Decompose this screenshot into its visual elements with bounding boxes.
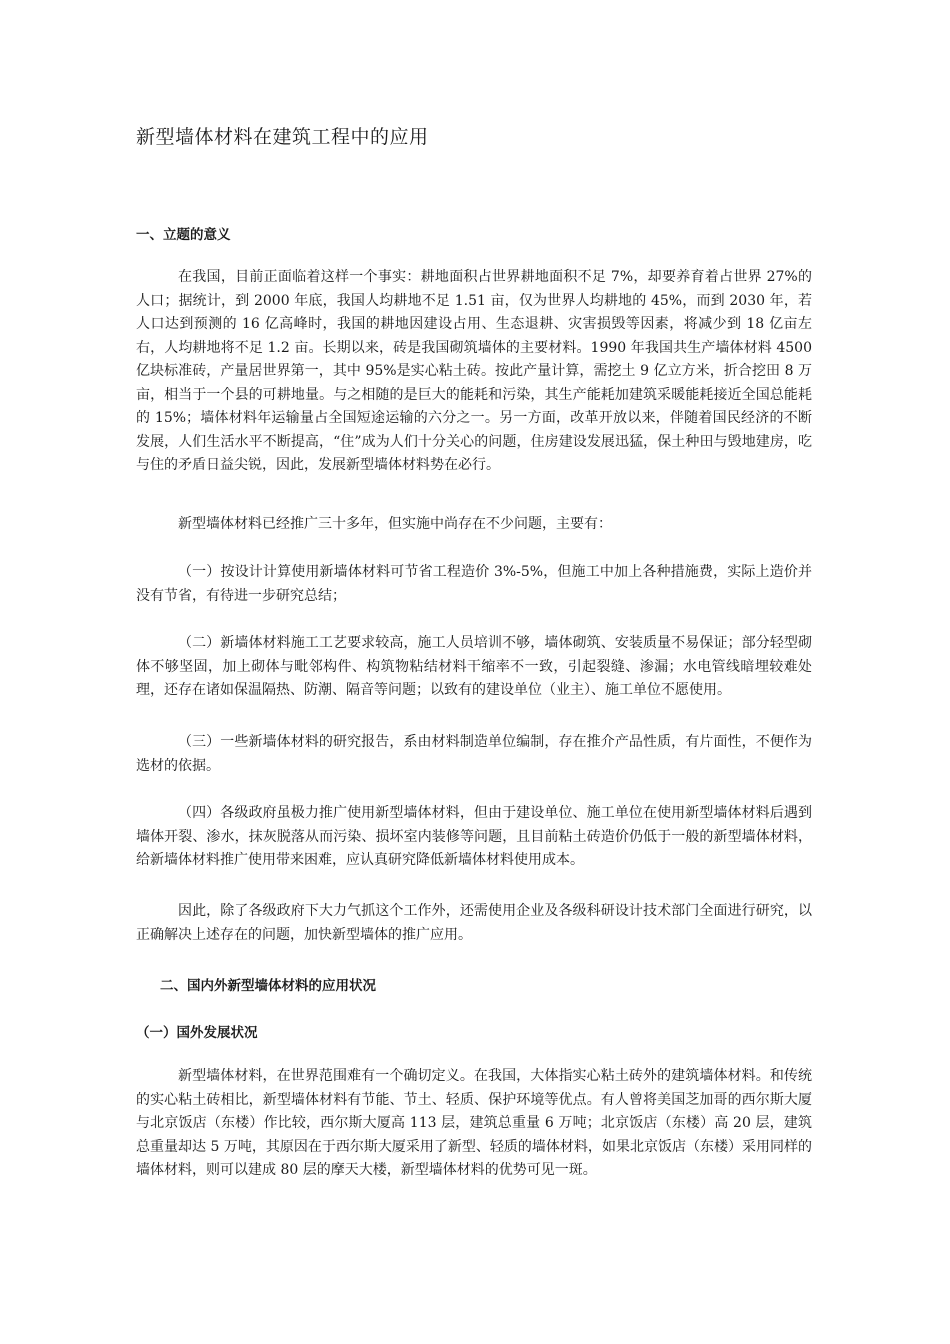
problem-item-3: （三）一些新墙体材料的研究报告，系由材料制造单位编制，存在推介产品性质，有片面性，不便作为选材的依据。 bbox=[136, 734, 812, 774]
section-2-paragraph-1: 新型墙体材料，在世界范围难有一个确切定义。在我国，大体指实心粘土砖外的建筑墙体材料。和传统的实心粘土砖相比，新型墙体材料有节能、节土、轻质、保护环境等优点。有人曾将美国芝加哥的西尔斯大厦与北京饭店（东楼）作比较，西尔斯大厦高 113 层，建筑总重量 6 万吨；北京饭店（东楼）高 20 层，建筑总重量却达 5 万吨，其原因在于西尔斯大厦采用了新型、轻质的墙体材料，如果北京饭店（东楼）采用同样的墙体材料，则可以建成 80 层的摩天大楼，新型墙体材料的优势可见一斑。 bbox=[136, 1068, 812, 1178]
problem-item-2: （二）新墙体材料施工工艺要求较高，施工人员培训不够，墙体砌筑、安装质量不易保证；部分轻型砌体不够坚固，加上砌体与毗邻构件、构筑物粘结材料干缩率不一致，引起裂缝、渗漏；水电管线暗埋较难处理，还存在诸如保温隔热、防潮、隔音等问题；以致有的建设单位（业主）、施工单位不愿使用。 bbox=[136, 635, 812, 698]
section-1-paragraph-1: 在我国，目前正面临着这样一个事实：耕地面积占世界耕地面积不足 7%，却要养育着占世界 27%的人口；据统计，到 2000 年底，我国人均耕地不足 1.51 亩，仅为世界人均耕地的 45%，而到 2030 年，若人口达到预测的 16 亿高峰时，我国的耕地因建设占用、生态退耕、灾害损毁等因素，将减少到 18 亿亩左右，人均耕地将不足 1.2 亩。长期以来，砖是我国砌筑墙体的主要材料。1990 年我国共生产墙体材料 4500 亿块标准砖，产量居世界第一，其中 95%是实心粘土砖。按此产量计算，需挖土 9 亿立方米，折合挖田 8 万亩，相当于一个县的可耕地量。与之相随的是巨大的能耗和污染，其生产能耗加建筑采暖能耗接近全国总能耗的 15%；墙体材料年运输量占全国短途运输的六分之一。另一方面，改革开放以来，伴随着国民经济的不断发展，人们生活水平不断提高，“住”成为人们十分关心的问题，住房建设发展迅猛，保土种田与毁地建房，吃与住的矛盾日益尖锐，因此，发展新型墙体材料势在必行。 bbox=[136, 269, 812, 473]
document-title: 新型墙体材料在建筑工程中的应用 bbox=[136, 126, 429, 148]
section-2-heading: 二、国内外新型墙体材料的应用状况 bbox=[160, 978, 376, 994]
section-1-paragraph-2: 新型墙体材料已经推广三十多年，但实施中尚存在不少问题，主要有： bbox=[178, 516, 612, 532]
problem-item-1: （一）按设计计算使用新墙体材料可节省工程造价 3%-5%，但施工中加上各种措施费，实际上造价并没有节省，有待进一步研究总结； bbox=[136, 564, 812, 604]
subsection-heading: （一）国外发展状况 bbox=[136, 1025, 258, 1041]
section-1-conclusion: 因此，除了各级政府下大力气抓这个工作外，还需使用企业及各级科研设计技术部门全面进行研究，以正确解决上述存在的问题，加快新型墙体的推广应用。 bbox=[136, 903, 812, 943]
section-1-heading: 一、立题的意义 bbox=[136, 227, 231, 243]
problem-item-4: （四）各级政府虽极力推广使用新型墙体材料，但由于建设单位、施工单位在使用新型墙体材料后遇到墙体开裂、渗水，抹灰脱落从而污染、损坏室内装修等问题，且目前粘土砖造价仍低于一般的新型墙体材料，给新墙体材料推广使用带来困难，应认真研究降低新墙体材料使用成本。 bbox=[136, 805, 812, 868]
